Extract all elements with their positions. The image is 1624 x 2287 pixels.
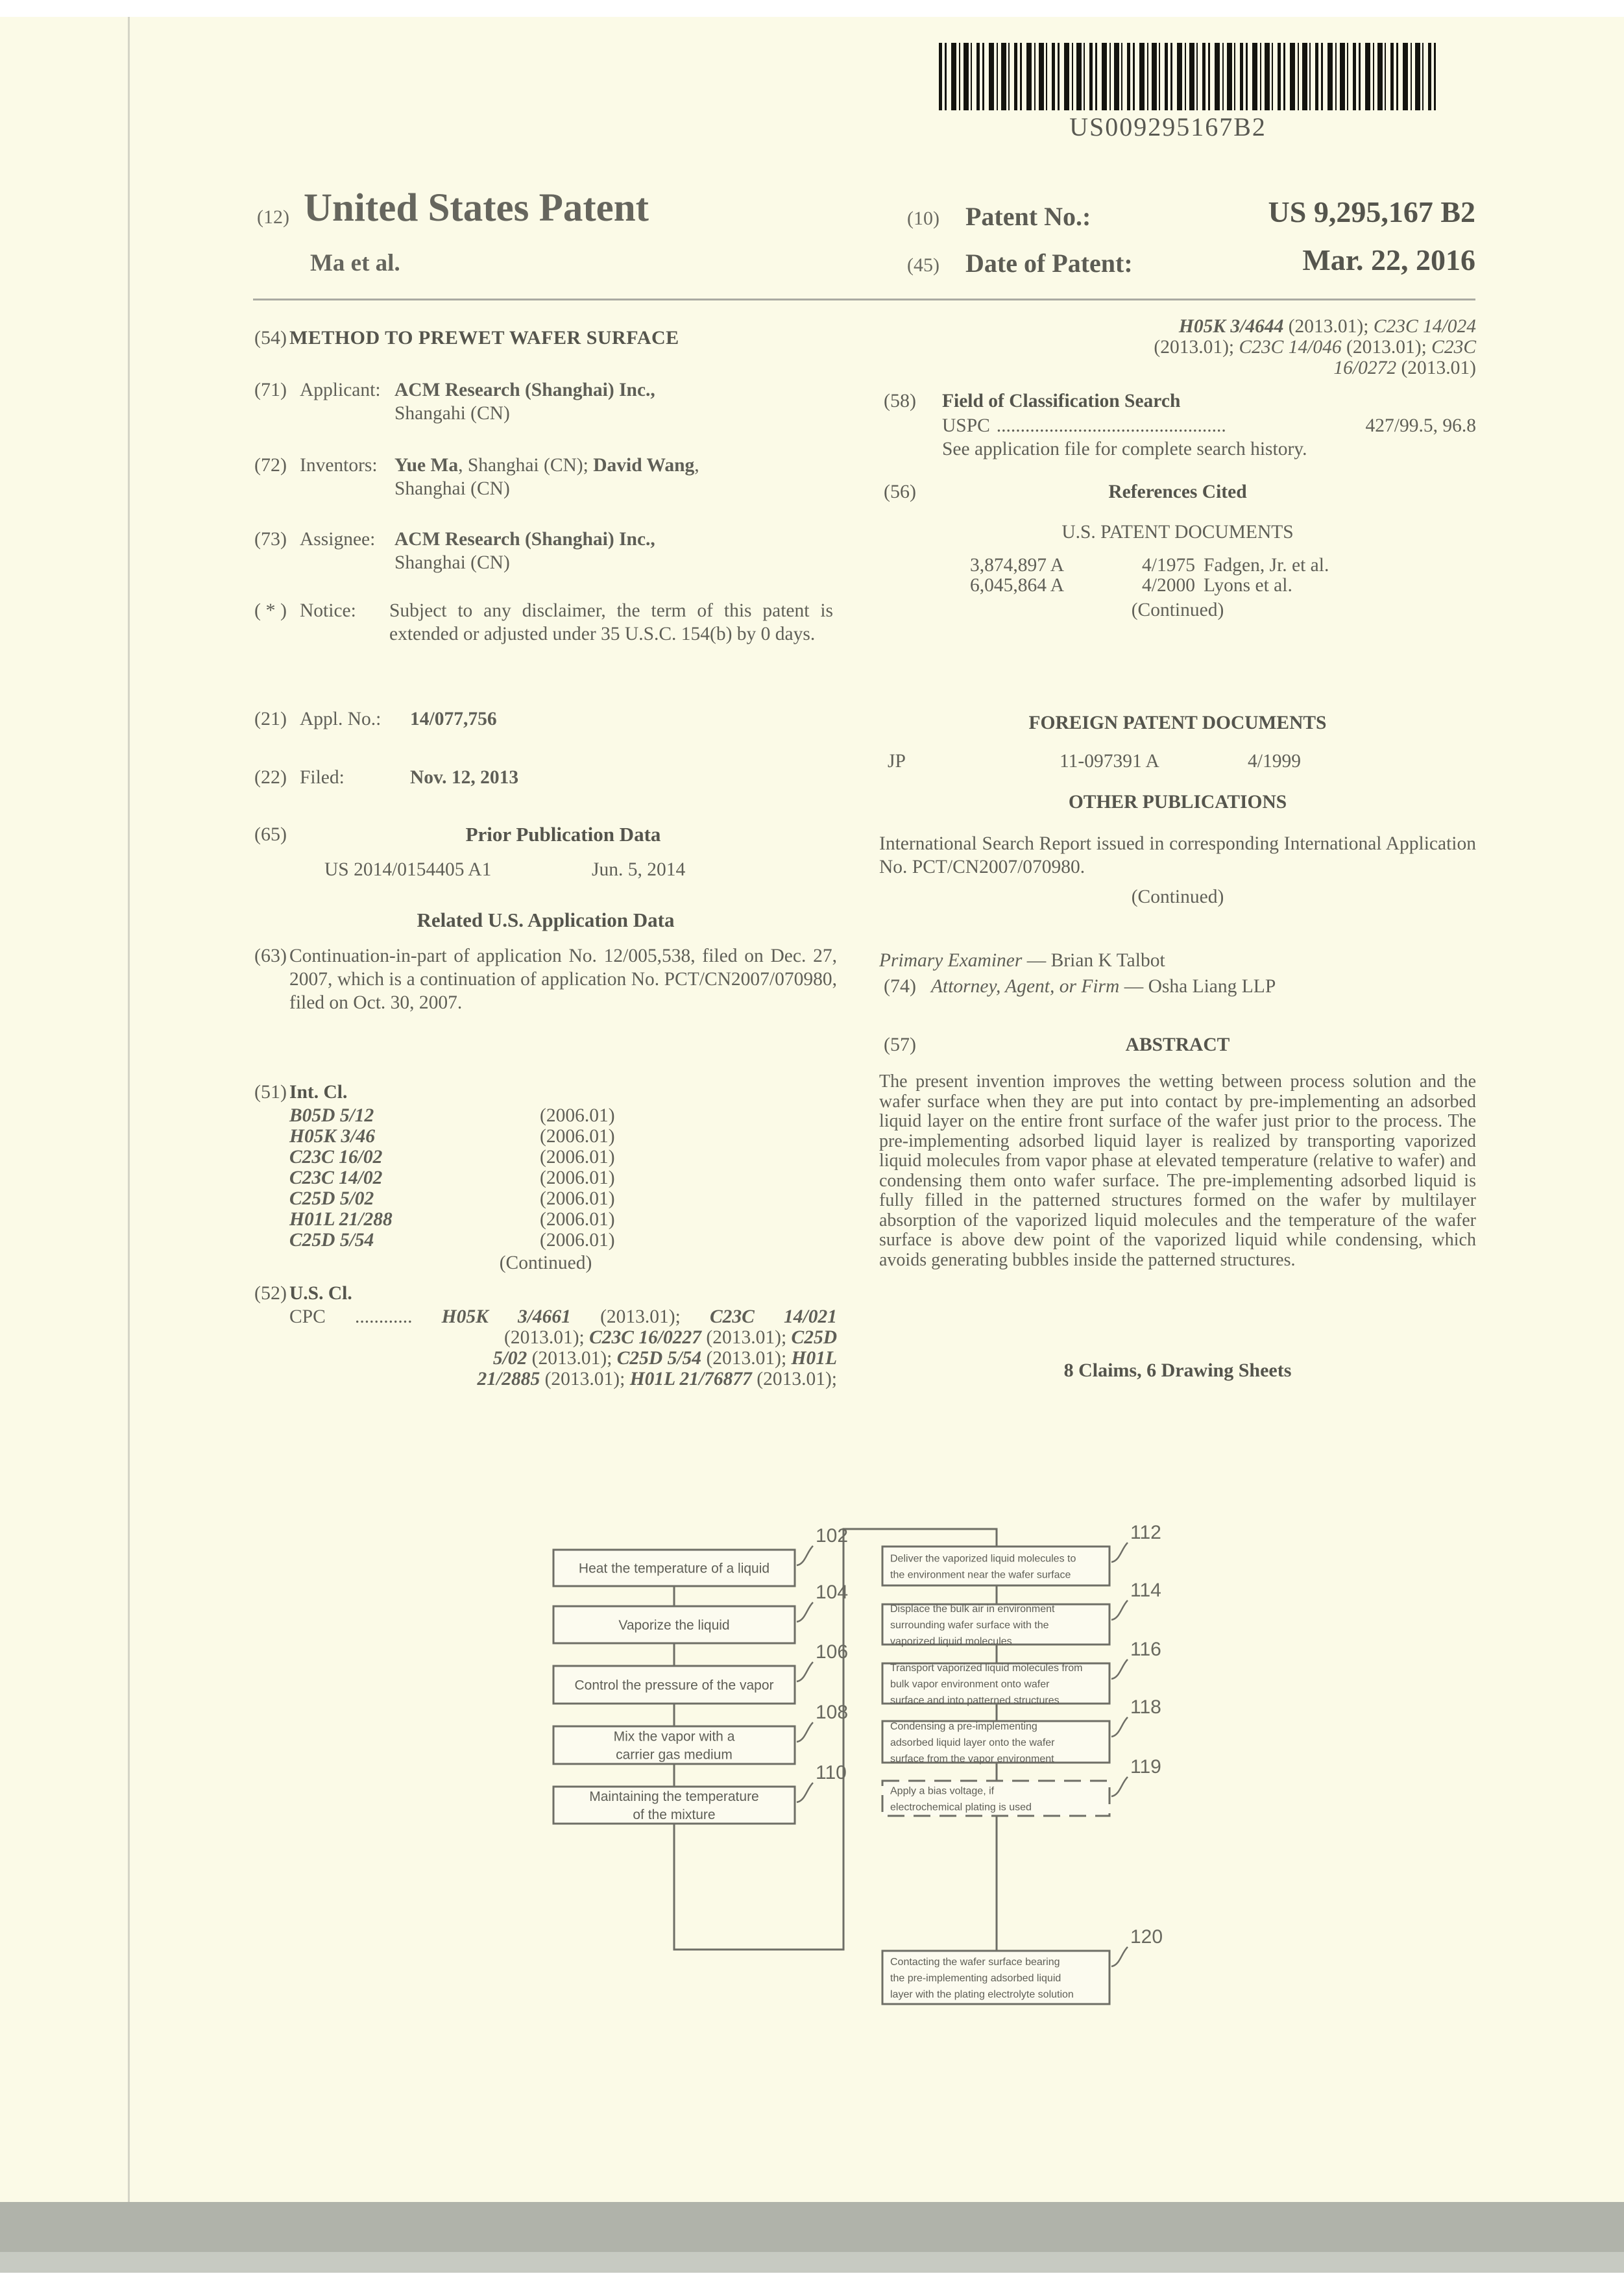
notice-text: Subject to any disclaimer, the term of this patent is extended or adjusted under 35 U.S.C. 154(b) by 0 days.: [389, 600, 833, 644]
us-patent-row: [879, 576, 1476, 596]
date-of-patent-label: Date of Patent:: [965, 249, 1133, 278]
flow-label-119: 119: [1130, 1756, 1161, 1778]
applicant-value: [394, 378, 837, 425]
scan-edge-band: [0, 2202, 1624, 2252]
field-references-number: (56): [884, 481, 916, 502]
other-publications-continued: (Continued): [1131, 887, 1224, 907]
applicant-city: Shangahi (CN): [394, 403, 510, 424]
int-cl-date: (2006.01): [540, 1230, 615, 1251]
uspc-dot-leader: ................................................: [996, 415, 1226, 436]
inventors-line2: Shanghai (CN): [394, 478, 510, 499]
flow-box-text-114: Displace the bulk air in environment surrounding wafer surface with the vaporized liquid molecules: [890, 1603, 1055, 1647]
flow-label-leader-102: [797, 1546, 813, 1565]
scan-edge-band-light: [0, 2252, 1624, 2273]
cpc-line: 5/02 (2013.01); C25D 5/54 (2013.01); H01L: [492, 1348, 837, 1369]
flow-label-leader-120: [1111, 1947, 1128, 1966]
field-abstract: [879, 1033, 1476, 1057]
field-us-cl: [254, 1282, 837, 1305]
flow-label-leader-106: [797, 1662, 813, 1682]
appl-no-label: Appl. No.:: [300, 709, 382, 729]
us-cl-heading: U.S. Cl.: [289, 1283, 352, 1304]
flow-box-text-112: Deliver the vaporized liquid molecules to the environment near the wafer surface: [890, 1553, 1076, 1581]
int-cl-row: [254, 1188, 837, 1209]
int-cl-row: [254, 1168, 837, 1188]
prior-publication-no: US 2014/0154405 A1: [324, 859, 492, 880]
int-cl-code: B05D 5/12: [289, 1105, 374, 1126]
prior-publication-date: Jun. 5, 2014: [592, 859, 686, 880]
uspc-row: [879, 414, 1476, 437]
flow-box-text-104: Vaporize the liquid: [618, 1618, 730, 1633]
date-ref-number: (45): [907, 254, 939, 276]
field-filed-number: (22): [254, 766, 287, 788]
header-divider: [253, 299, 1475, 300]
uspc-label: USPC: [942, 415, 990, 436]
flow-label-leader-110: [797, 1783, 813, 1802]
flow-box-text-106: Control the pressure of the vapor: [574, 1678, 774, 1693]
field-prior-publication: [254, 823, 837, 846]
foreign-patent-heading: FOREIGN PATENT DOCUMENTS: [1028, 713, 1327, 733]
inventor-short-name: Ma et al.: [310, 250, 400, 276]
int-cl-row: [254, 1230, 837, 1251]
flow-label-leader-112: [1111, 1543, 1128, 1562]
flow-box-text-120: Contacting the wafer surface bearing the pre-implementing adsorbed liquid layer with the plating electrolyte solution: [890, 1956, 1074, 2000]
flow-label-leader-116: [1111, 1659, 1128, 1679]
patent-no-ref-number: (10): [907, 208, 939, 229]
foreign-patent-date: 4/1999: [1248, 751, 1301, 772]
int-cl-date: (2006.01): [540, 1188, 615, 1209]
cpc-cont-line: 16/0272 (2013.01): [1333, 358, 1476, 378]
assignee-name: ACM Research (Shanghai) Inc.,: [394, 529, 655, 550]
flow-label-102: 102: [816, 1525, 849, 1547]
flow-label-118: 118: [1130, 1696, 1161, 1718]
field-int-cl-number: (51): [254, 1081, 287, 1103]
us-patent-row: [879, 556, 1476, 576]
field-title-number: (54): [254, 327, 287, 349]
int-cl-code: C23C 16/02: [289, 1147, 383, 1168]
attorney-text: Attorney, Agent, or Firm — Osha Liang LLP: [931, 976, 1276, 997]
foreign-patent-list: [879, 752, 1476, 772]
foreign-country: JP: [888, 751, 906, 772]
flow-label-110: 110: [816, 1762, 847, 1783]
foreign-patent-no: 11-097391 A: [1060, 751, 1159, 772]
flow-label-leader-104: [797, 1602, 813, 1622]
patent-no-label: Patent No.:: [965, 202, 1091, 231]
inventors-value: [394, 454, 837, 500]
field-assignee-number: (73): [254, 528, 287, 550]
prior-publication-heading: Prior Publication Data: [465, 823, 661, 846]
int-cl-code: C23C 14/02: [289, 1168, 383, 1188]
us-patents-continued: (Continued): [1131, 600, 1224, 620]
us-patent-list: [879, 556, 1476, 596]
int-cl-date: (2006.01): [540, 1126, 615, 1147]
inventors-label: Inventors:: [300, 455, 378, 476]
doc-kind-number: (12): [257, 206, 289, 228]
flow-box-text-119: Apply a bias voltage, if electrochemical plating is used: [890, 1785, 1032, 1813]
flow-label-120: 120: [1130, 1926, 1163, 1948]
assignee-value: [394, 528, 837, 574]
classification-search-heading: Field of Classification Search: [942, 391, 1181, 411]
inventors-line1: Yue Ma, Shanghai (CN); David Wang,: [394, 455, 699, 476]
cpc-line: (2013.01); C23C 16/0227 (2013.01); C25D: [504, 1327, 837, 1348]
flow-label-116: 116: [1130, 1639, 1161, 1660]
flow-label-leader-108: [797, 1722, 813, 1742]
attorney-line: [879, 975, 1476, 998]
us-patent-date: 4/1975: [1142, 555, 1195, 576]
field-filed: [254, 766, 837, 789]
field-related-number: (63): [254, 945, 287, 966]
us-patent-documents-heading: U.S. PATENT DOCUMENTS: [1061, 522, 1294, 543]
us-patent-date: 4/2000: [1142, 575, 1195, 596]
us-patent-no: 3,874,897 A: [970, 555, 1065, 576]
cpc-cont-line: (2013.01); C23C 14/046 (2013.01); C23C: [1154, 337, 1476, 358]
flowchart: [532, 1506, 1233, 2027]
claims-note: 8 Claims, 6 Drawing Sheets: [1063, 1360, 1292, 1381]
int-cl-heading: Int. Cl.: [289, 1082, 348, 1103]
flow-label-112: 112: [1130, 1522, 1161, 1543]
field-title: [254, 326, 837, 350]
uspc-value: 427/99.5, 96.8: [1365, 415, 1476, 436]
field-us-cl-number: (52): [254, 1282, 287, 1304]
int-cl-date: (2006.01): [540, 1168, 615, 1188]
cpc-block: [254, 1306, 837, 1389]
filed-label: Filed:: [300, 767, 345, 788]
field-class-search-number: (58): [884, 390, 916, 411]
barcode-text: US009295167B2: [1069, 112, 1266, 141]
us-patent-name: Lyons et al.: [1204, 575, 1292, 596]
us-patent-name: Fadgen, Jr. et al.: [1204, 555, 1329, 576]
field-inventors-number: (72): [254, 454, 287, 476]
applicant-name: ACM Research (Shanghai) Inc.,: [394, 380, 655, 400]
page-title: United States Patent: [304, 186, 649, 230]
field-references-cited: [879, 480, 1476, 504]
int-cl-code: H05K 3/46: [289, 1126, 375, 1147]
cpc-cont-line: H05K 3/4644 (2013.01); C23C 14/024: [1178, 316, 1476, 337]
flow-box-text-108: Mix the vapor with a carrier gas medium: [613, 1729, 735, 1763]
int-cl-row: [254, 1126, 837, 1147]
search-history-text: See application file for complete search history.: [942, 439, 1307, 459]
flow-label-leader-114: [1111, 1600, 1128, 1620]
field-appl-number: (21): [254, 708, 287, 729]
references-cited-heading: References Cited: [1108, 482, 1247, 502]
int-cl-date: (2006.01): [540, 1105, 615, 1126]
barcode: [939, 43, 1437, 110]
flow-box-text-116: Transport vaporized liquid molecules from bulk vapor environment onto wafer surface and into patterned structures: [890, 1662, 1083, 1706]
flow-boxes: [553, 1522, 1163, 2004]
cpc-line: 21/2885 (2013.01); H01L 21/76877 (2013.01);: [477, 1369, 837, 1389]
flow-label-114: 114: [1130, 1580, 1161, 1601]
notice-label: Notice:: [300, 600, 356, 621]
flow-label-108: 108: [816, 1702, 849, 1723]
int-cl-continued: (Continued): [499, 1253, 592, 1273]
field-appl-no: [254, 707, 837, 731]
int-cl-row: [254, 1105, 837, 1126]
field-prior-number: (65): [254, 824, 287, 845]
scan-fold-line: [128, 17, 130, 2202]
field-int-cl: [254, 1081, 837, 1104]
invention-title: METHOD TO PREWET WAFER SURFACE: [289, 327, 679, 349]
related-application-text: Continuation-in-part of application No. 12/005,538, filed on Dec. 27, 2007, which is a continuation of application No. PCT/CN2007/070980, filed on Oct. 30, 2007.: [289, 946, 837, 1013]
cpc-continuation-block: [879, 316, 1476, 378]
flow-box-text-102: Heat the temperature of a liquid: [578, 1561, 770, 1576]
cpc-line: CPC ............ H05K 3/4661 (2013.01); C23C 14/021: [289, 1306, 837, 1327]
field-notice-number: ( * ): [254, 600, 287, 621]
flow-label-leader-119: [1111, 1777, 1128, 1796]
int-cl-list: [254, 1105, 837, 1251]
int-cl-code: C25D 5/02: [289, 1188, 374, 1209]
flow-label-104: 104: [816, 1582, 849, 1603]
flow-box-text-118: Condensing a pre-implementing adsorbed liquid layer onto the wafer surface from the vapor environment: [890, 1720, 1055, 1765]
related-application-heading: Related U.S. Application Data: [417, 909, 675, 931]
patent-no-value: US 9,295,167 B2: [1268, 195, 1475, 228]
field-inventors: [254, 454, 837, 500]
field-assignee: [254, 528, 837, 574]
flow-label-leader-118: [1111, 1717, 1128, 1737]
int-cl-date: (2006.01): [540, 1209, 615, 1230]
attorney-ref-number: (74): [884, 975, 916, 997]
int-cl-row: [254, 1147, 837, 1168]
search-history-note: [879, 437, 1476, 461]
field-related: [254, 944, 837, 1014]
int-cl-date: (2006.01): [540, 1147, 615, 1168]
int-cl-row: [254, 1209, 837, 1230]
date-of-patent-value: Mar. 22, 2016: [1302, 243, 1475, 276]
flow-label-106: 106: [816, 1641, 849, 1663]
abstract-heading: ABSTRACT: [1125, 1034, 1230, 1055]
assignee-label: Assignee:: [300, 529, 376, 550]
int-cl-code: H01L 21/288: [289, 1209, 393, 1230]
foreign-patent-row: [879, 752, 1476, 772]
flow-box-text-110: Maintaining the temperature of the mixture: [589, 1789, 759, 1823]
field-applicant-number: (71): [254, 379, 287, 400]
filed-value: Nov. 12, 2013: [410, 767, 519, 788]
abstract-text: The present invention improves the wetting between process solution and the wafer surface when they are put into contact by pre-implementing an adsorbed liquid layer on the entire front surface of the wafer just prior to the process. The pre-implementing adsorbed liquid layer is realized by transporting vaporized liquid molecules from vapor phase at elevated temperature (relative to wafer) and condensing them onto wafer surface. The pre-implementing adsorbed liquid is fully filled in the patterned structures formed on the wafer by multilayer absorption of the vaporized liquid molecules and the temperature of the wafer surface is above dew point of the vaporized liquid while condensing, which avoids generating bubbles inside the patterned structures.: [879, 1071, 1476, 1270]
applicant-label: Applicant:: [300, 380, 381, 400]
field-abstract-number: (57): [884, 1034, 916, 1055]
int-cl-code: C25D 5/54: [289, 1230, 374, 1251]
us-patent-no: 6,045,864 A: [970, 575, 1065, 596]
field-notice: [254, 599, 837, 646]
assignee-city: Shanghai (CN): [394, 552, 510, 573]
primary-examiner-line: Primary Examiner — Brian K Talbot: [879, 950, 1165, 971]
other-publications-text: International Search Report issued in corresponding International Application No. PCT/CN2007/070980.: [879, 833, 1476, 877]
field-applicant: [254, 378, 837, 425]
appl-no-value: 14/077,756: [410, 709, 497, 729]
other-publications-heading: OTHER PUBLICATIONS: [1068, 792, 1287, 813]
field-classification-search: [879, 389, 1476, 413]
